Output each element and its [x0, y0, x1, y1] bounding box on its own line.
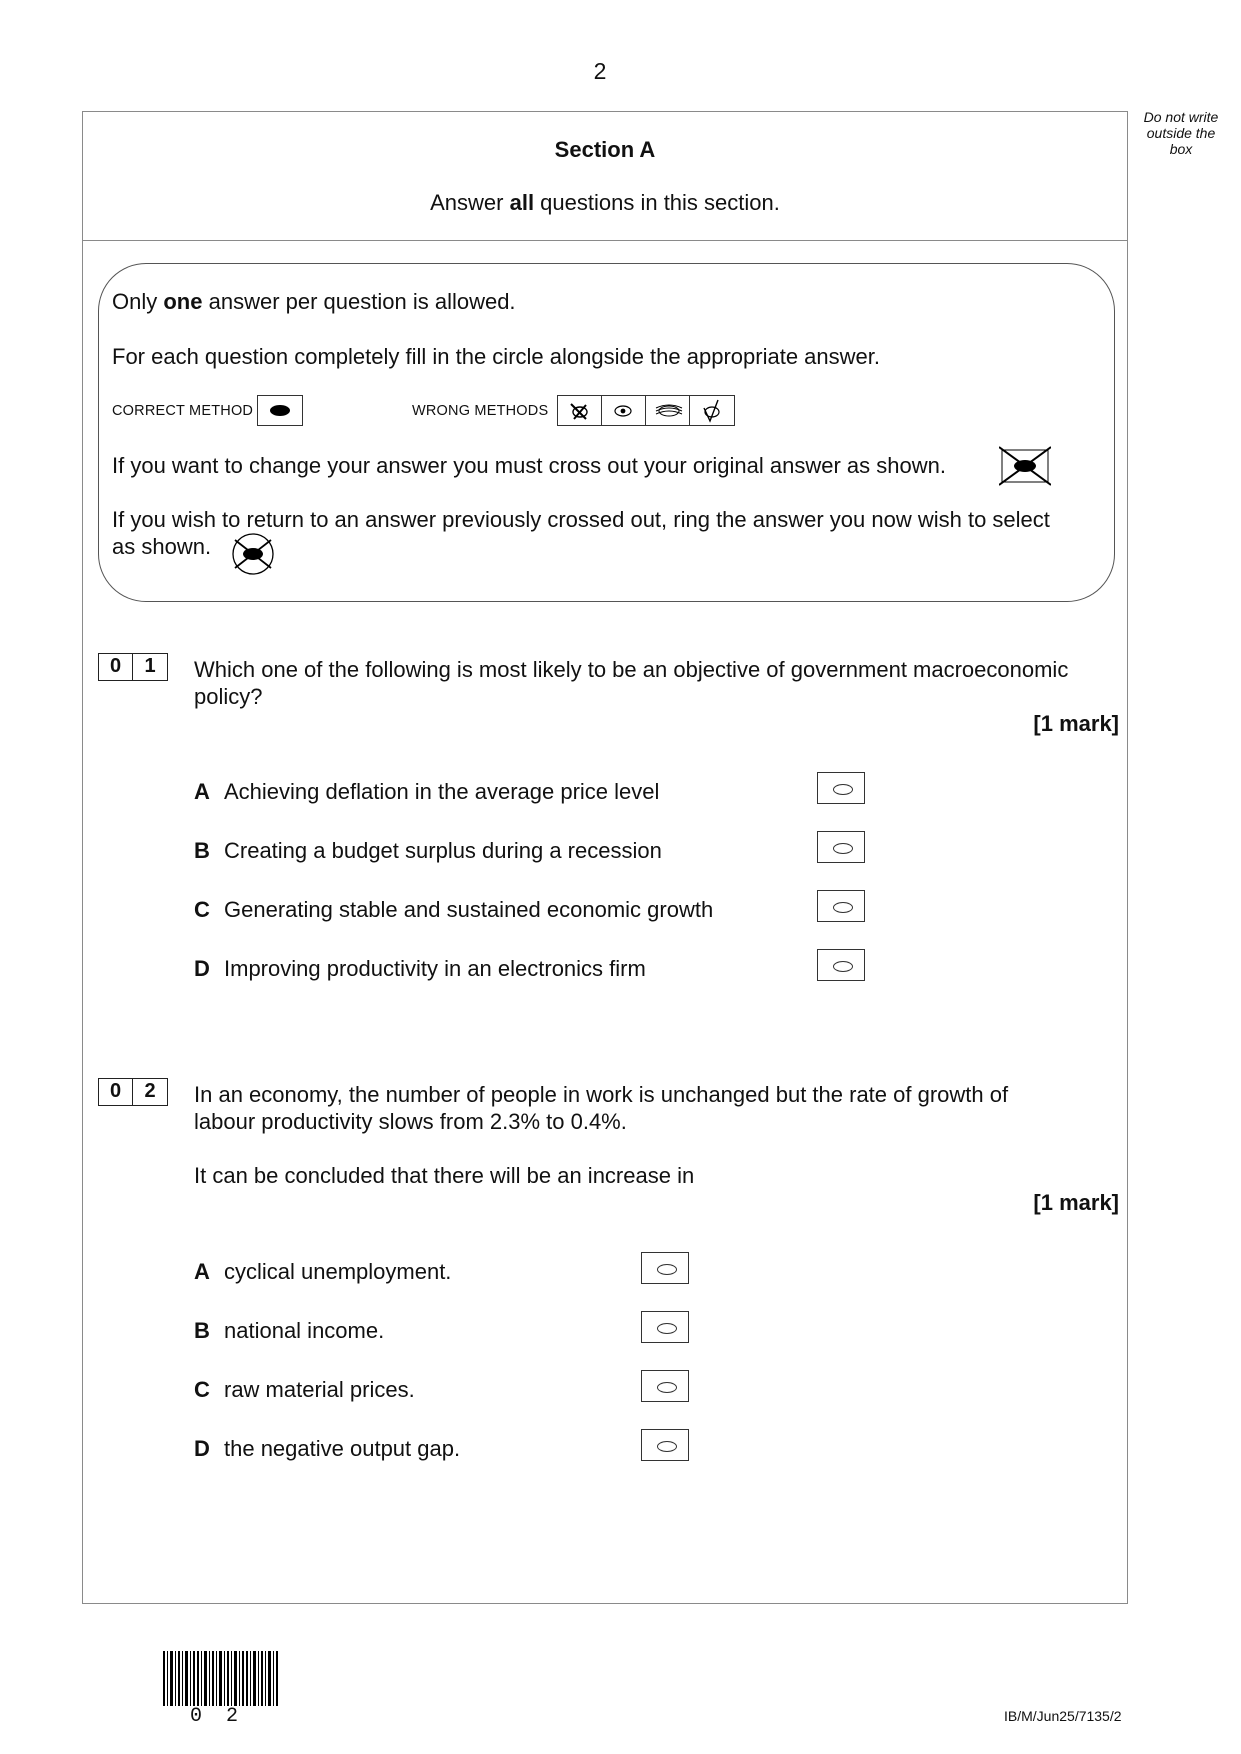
instruction-one-answer: Only one answer per question is allowed.: [112, 289, 516, 314]
q01-option-b: B Creating a budget surplus during a recession: [194, 838, 662, 863]
q02-option-c: C raw material prices.: [194, 1377, 415, 1402]
ringed-answer-icon: [225, 532, 281, 576]
q02-option-b: B national income.: [194, 1318, 385, 1343]
q01-option-d: D Improving productivity in an electronics firm: [194, 956, 646, 981]
question-02-text-cont: labour productivity slows from 2.3% to 0.4%.: [194, 1109, 627, 1134]
crossed-out-answer-icon: [999, 446, 1051, 486]
filled-oval-icon: [258, 396, 304, 427]
q01-option-c: C Generating stable and sustained economic growth: [194, 897, 714, 922]
question-number-02: [98, 1078, 168, 1106]
question-digit: 0: [98, 1078, 133, 1106]
q01-answer-a[interactable]: [817, 772, 865, 804]
margin-note: Do not write outside the box: [1143, 109, 1219, 157]
question-01-text: Which one of the following is most likely to be an objective of government macroeconomic: [194, 657, 1069, 682]
q01-answer-b[interactable]: [817, 831, 865, 863]
q02-answer-b[interactable]: [641, 1311, 689, 1343]
question-digit: 2: [133, 1078, 168, 1106]
barcode-digits: 0 2: [190, 1705, 245, 1728]
correct-method-example: [257, 395, 303, 426]
answer-instructions-box: [98, 263, 1115, 602]
paper-reference: IB/M/Jun25/7135/2: [1004, 1708, 1122, 1724]
question-digit: 0: [98, 653, 133, 681]
question-number-01: [98, 653, 168, 681]
instruction-change-answer: If you want to change your answer you must cross out your original answer as shown.: [112, 453, 946, 478]
section-instruction: Answer all questions in this section.: [430, 190, 780, 215]
instruction-fill-circle: For each question completely fill in the circle alongside the appropriate answer.: [112, 344, 880, 369]
wrong-methods-label: WRONG METHODS: [412, 403, 549, 419]
wrong-method-tick: [689, 395, 735, 426]
barcode: [163, 1651, 278, 1706]
ticked-oval-icon: [690, 396, 736, 427]
question-01-text-cont: policy?: [194, 684, 263, 709]
correct-method-label: CORRECT METHOD: [112, 403, 254, 419]
instruction-return-answer-cont: as shown.: [112, 534, 212, 559]
wrong-method-dot: [601, 395, 647, 426]
q01-option-a: A Achieving deflation in the average price level: [194, 779, 660, 804]
crossed-oval-icon: [558, 396, 604, 427]
wrong-method-scribble: [645, 395, 691, 426]
q02-option-d: D the negative output gap.: [194, 1436, 461, 1461]
q02-answer-c[interactable]: [641, 1370, 689, 1402]
question-01-mark: [1 mark]: [1033, 711, 1119, 736]
instruction-return-answer: If you wish to return to an answer previously crossed out, ring the answer you now wish to select: [112, 507, 1050, 532]
q02-option-a: A cyclical unemployment.: [194, 1259, 452, 1284]
question-02-mark: [1 mark]: [1033, 1190, 1119, 1215]
q01-answer-c[interactable]: [817, 890, 865, 922]
question-digit: 1: [133, 653, 168, 681]
page-number: 2: [593, 58, 607, 84]
section-title: Section A: [554, 137, 656, 162]
section-header: [82, 111, 1128, 241]
dotted-oval-icon: [602, 396, 648, 427]
q02-answer-a[interactable]: [641, 1252, 689, 1284]
q01-answer-d[interactable]: [817, 949, 865, 981]
question-02-stem: It can be concluded that there will be an increase in: [194, 1163, 695, 1188]
question-02-text: In an economy, the number of people in work is unchanged but the rate of growth of: [194, 1082, 1009, 1107]
scribbled-oval-icon: [646, 396, 692, 427]
q02-answer-d[interactable]: [641, 1429, 689, 1461]
wrong-method-cross: [557, 395, 603, 426]
